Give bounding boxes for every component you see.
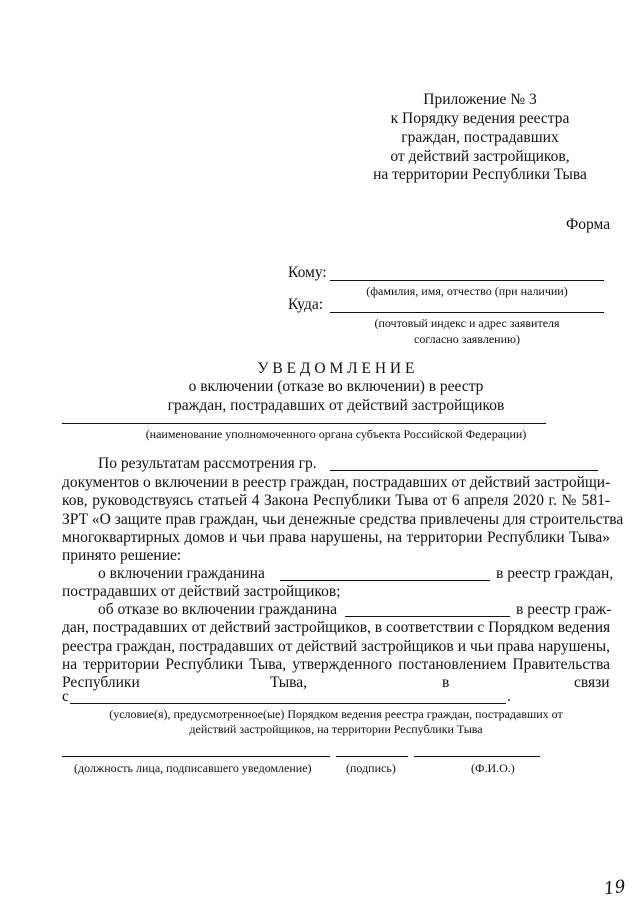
- appendix-line-4: от действий застройщиков,: [390, 148, 570, 165]
- opt1-line-2: пострадавших от действий застройщиков;: [62, 583, 341, 600]
- p1-line-5: многоквартирных домов и чьи права нарушены, на территории Республики Тыва»: [62, 529, 610, 546]
- p1-line-2: документов о включении в реестр граждан, пострадавших от действий застройщи-: [62, 474, 611, 491]
- to-hint: (фамилия, имя, отчество (при наличии): [366, 284, 568, 298]
- to-line[interactable]: [330, 280, 604, 281]
- name-line[interactable]: [414, 756, 540, 757]
- sign-line[interactable]: [336, 756, 408, 757]
- opt2-word-2: Тыва,: [270, 674, 307, 691]
- page-number: 19: [602, 876, 627, 900]
- appendix-line-1: Приложение № 3: [423, 91, 537, 108]
- opt2-line-2: дан, пострадавших от действий застройщиков, в соответствии с Порядком ведения: [62, 619, 611, 636]
- condition-hint-1: (условие(я), предусмотренное(ые) Порядком ведения реестра граждан, пострадавших от: [109, 707, 563, 721]
- appendix-line-5: на территории Республики Тыва: [373, 166, 587, 183]
- p1-line-4: ЗРТ «О защите прав граждан, чьи денежные средства привлечены для строительства: [62, 511, 624, 528]
- condition-hint-2: действий застройщиков, на территории Республики Тыва: [189, 722, 483, 736]
- authority-line[interactable]: [62, 423, 546, 424]
- to-label: Кому:: [288, 264, 327, 281]
- citizen-name-line[interactable]: [330, 470, 598, 471]
- opt2-start: об отказе во включении гражданина: [98, 601, 337, 618]
- opt1-line[interactable]: [280, 580, 490, 581]
- opt2-line-4: на территории Республики Тыва, утвержденного постановлением Правительства: [62, 656, 610, 673]
- p1-line-6: принято решение:: [62, 547, 182, 564]
- notice-subtitle-1: о включении (отказе во включении) в реестр: [188, 378, 484, 395]
- p1-line-3: ков, руководствуясь статьей 4 Закона Республики Тыва от 6 апреля 2020 г. № 581-: [62, 492, 610, 509]
- form-label: Форма: [566, 216, 611, 233]
- opt1-start: о включении гражданина: [98, 565, 265, 582]
- opt2-word-4: связи: [574, 674, 610, 691]
- condition-line[interactable]: [70, 703, 506, 704]
- p1-start: По результатам рассмотрения гр.: [98, 455, 317, 472]
- where-label: Куда:: [288, 296, 324, 313]
- appendix-line-3: граждан, пострадавших: [401, 129, 559, 146]
- opt2-word-3: в: [442, 674, 450, 691]
- appendix-line-2: к Порядку ведения реестра: [390, 110, 570, 127]
- notice-subtitle-2: граждан, пострадавших от действий застройщиков: [167, 397, 505, 414]
- sign-hint: (подпись): [346, 761, 396, 775]
- name-hint: (Ф.И.О.): [471, 761, 515, 775]
- where-line[interactable]: [330, 312, 604, 313]
- opt2-line-6-start: с: [62, 688, 69, 705]
- opt2-line-3: реестра граждан, пострадавших от действий застройщиков и чьи права нарушены,: [62, 638, 610, 655]
- opt2-end: в реестр граж-: [516, 601, 612, 618]
- opt2-word-1: Республики: [62, 674, 140, 691]
- opt1-end: в реестр граждан,: [496, 565, 614, 582]
- where-hint-2: согласно заявлению): [414, 332, 520, 346]
- notice-heading: У В Е Д О М Л Е Н И Е: [257, 360, 415, 377]
- position-line[interactable]: [62, 756, 330, 757]
- position-hint: (должность лица, подписавшего уведомление): [74, 761, 312, 775]
- authority-hint: (наименование уполномоченного органа субъекта Российской Федерации): [145, 427, 527, 441]
- where-hint-1: (почтовый индекс и адрес заявителя: [374, 316, 560, 330]
- opt2-line[interactable]: [345, 616, 510, 617]
- opt2-line-6-end: .: [507, 688, 511, 705]
